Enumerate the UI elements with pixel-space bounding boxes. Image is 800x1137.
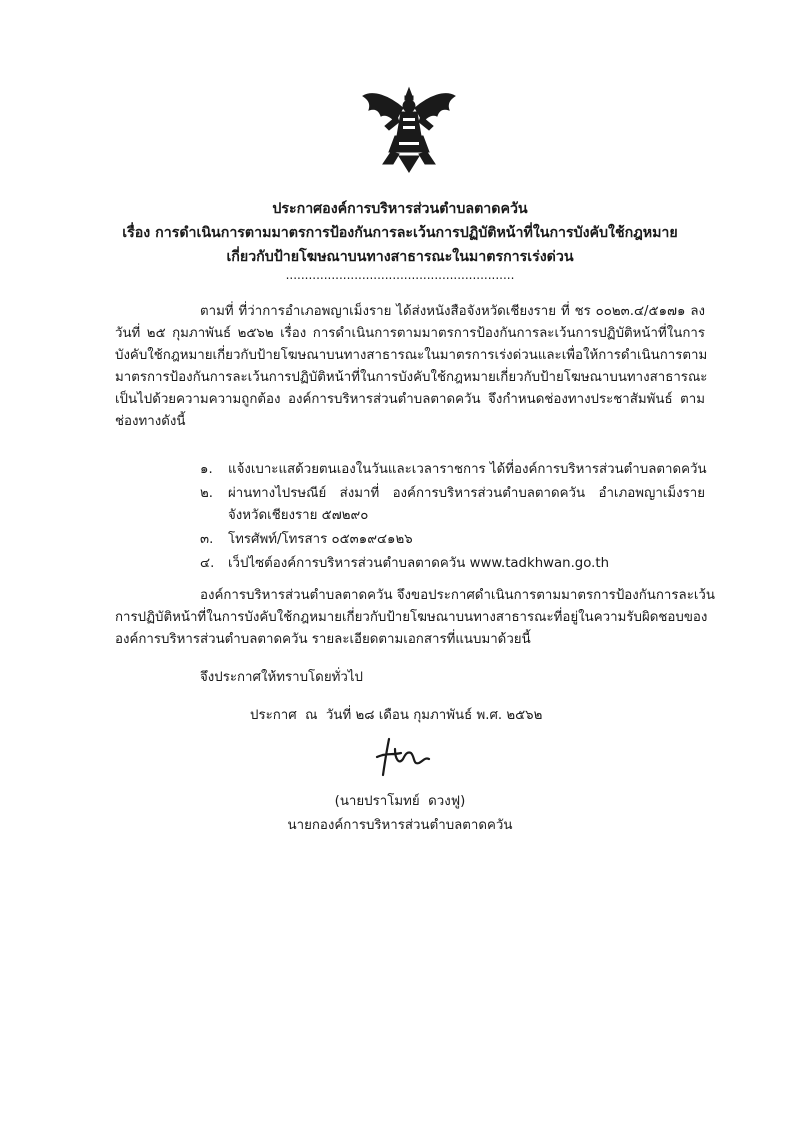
closing-statement: จึงประกาศให้ทราบโดยทั่วไป — [200, 670, 363, 685]
handwritten-signature-icon — [371, 735, 435, 779]
para2-line-1: องค์การบริหารส่วนตำบลตาดควัน จึงขอประกาศดำเนินการตามมาตรการป้องกันการละเว้น — [200, 588, 715, 603]
title-separator: ............................................................ — [285, 268, 515, 282]
garuda-emblem-icon — [359, 86, 459, 174]
announcement-subject: เรื่อง การดำเนินการตามมาตรการป้องกันการละเว้นการปฏิบัติหน้าที่ในการบังคับใช้กฎหมาย — [122, 225, 678, 241]
signatory-position: นายกองค์การบริหารส่วนตำบลตาดควัน — [287, 818, 513, 833]
announcement-title: ประกาศองค์การบริหารส่วนตำบลตาดควัน — [272, 201, 528, 217]
list-item-number: ๓. — [200, 532, 214, 547]
para1-line-1: ตามที่ ที่ว่าการอำเภอพญาเม็งราย ได้ส่งหนังสือจังหวัดเชียงราย ที่ ชร ๐๐๒๓.๔/๕๑๗๑ ลง — [200, 304, 705, 319]
para1-line-5: เป็นไปด้วยความความถูกต้อง องค์การบริหารส่วนตำบลตาดควัน จึงกำหนดช่องทางประชาสัมพันธ์ ตาม — [115, 392, 705, 407]
para2-line-2: การปฏิบัติหน้าที่ในการบังคับใช้กฎหมายเกี่ยวกับป้ายโฆษณาบนทางสาธารณะที่อยู่ในความรับผิดชอบของ — [115, 610, 708, 625]
para1-line-6: ช่องทางดังนี้ — [115, 414, 186, 429]
list-item: โทรศัพท์/โทรสาร ๐๕๓๑๙๔๑๒๖ — [228, 532, 413, 547]
list-item-number: ๔. — [200, 556, 215, 571]
list-item: เว็ปไซต์องค์การบริหารส่วนตำบลตาดควัน www.tadkhwan.go.th — [228, 556, 610, 571]
para2-line-3: องค์การบริหารส่วนตำบลตาดควัน รายละเอียดตามเอกสารที่แนบมาด้วยนี้ — [115, 632, 531, 647]
announcement-date: ประกาศ ณ วันที่ ๒๘ เดือน กุมภาพันธ์ พ.ศ. ๒๕๖๒ — [250, 708, 543, 723]
signatory-name: (นายปราโมทย์ ดวงฟู) — [334, 794, 466, 809]
list-item: แจ้งเบาะแสด้วยตนเองในวันและเวลาราชการ ได้ที่องค์การบริหารส่วนตำบลตาดควัน — [228, 462, 707, 477]
para1-line-2: วันที่ ๒๕ กุมภาพันธ์ ๒๕๖๒ เรื่อง การดำเนินการตามมาตรการป้องกันการละเว้นการปฏิบัติหน้าที่ในการ — [115, 326, 705, 341]
list-item: ผ่านทางไปรษณีย์ ส่งมาที่ องค์การบริหารส่วนตำบลตาดควัน อำเภอพญาเม็งราย — [228, 486, 705, 501]
list-item-number: ๑. — [200, 462, 213, 477]
list-item-continuation: จังหวัดเชียงราย ๕๗๒๙๐ — [228, 508, 369, 523]
para1-line-4: มาตรการป้องกันการละเว้นการปฏิบัติหน้าที่ในการบังคับใช้กฎหมายเกี่ยวกับป้ายโฆษณาบนทางสาธารณะ — [115, 370, 708, 385]
announcement-subject-line-2: เกี่ยวกับป้ายโฆษณาบนทางสาธารณะในมาตรการเร่งด่วน — [226, 249, 574, 265]
list-item-number: ๒. — [200, 486, 213, 501]
para1-line-3: บังคับใช้กฎหมายเกี่ยวกับป้ายโฆษณาบนทางสาธารณะในมาตรการเร่งด่วนและเพื่อให้การดำเนินการตาม — [115, 348, 708, 363]
